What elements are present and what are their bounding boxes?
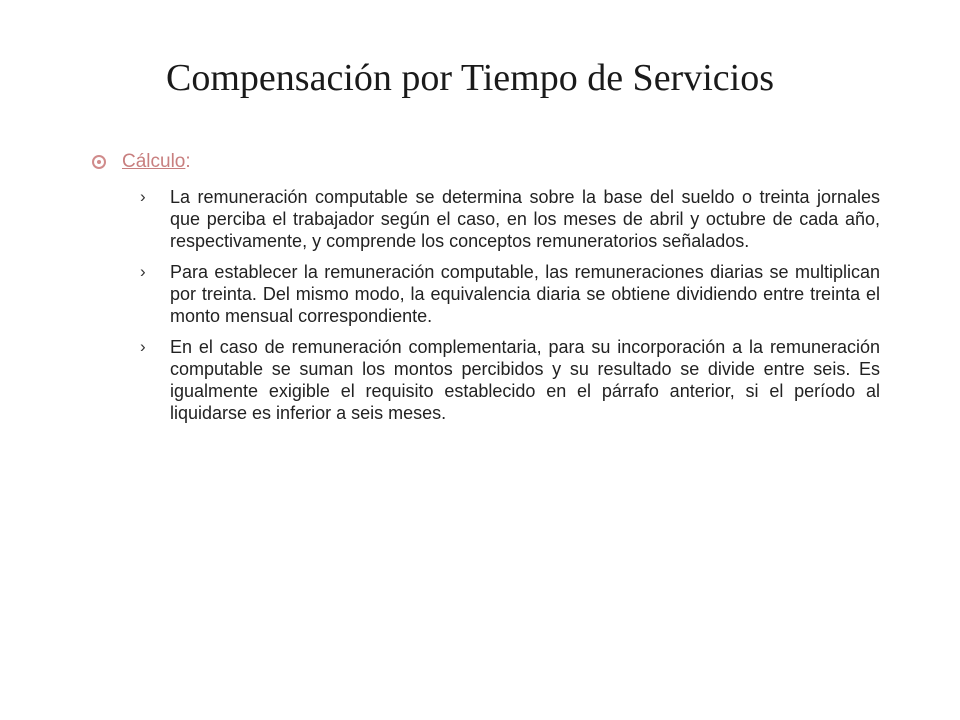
list-item <box>138 261 880 327</box>
chevron-right-icon: › <box>140 262 146 281</box>
radio-bullet-icon <box>92 155 106 169</box>
bullet-list <box>138 186 880 433</box>
heading-suffix: : <box>185 151 191 172</box>
bullet-text: En el caso de remuneración complementaria, para su incorporación a la remuneración computable se suman los montos percibidos y su resultado se divide entre seis. Es igualmente exigible el requisito establecido en el párrafo anterior, si el período al liquidarse es inferior a seis meses. <box>170 337 880 423</box>
heading-label[interactable]: Cálculo <box>122 151 186 172</box>
heading-bullet <box>92 150 892 174</box>
bullet-text: La remuneración computable se determina sobre la base del sueldo o treinta jornales que perciba el trabajador según el caso, en los meses de abril y octubre de cada año, respectivamente, y comprende los conceptos remuneratorios señalados. <box>170 187 880 251</box>
bullet-text: Para establecer la remuneración computable, las remuneraciones diarias se multiplican por treinta. Del mismo modo, la equivalencia diaria se obtiene dividiendo entre treinta el monto mensual correspondiente. <box>170 262 880 326</box>
list-item <box>138 336 880 424</box>
chevron-right-icon: › <box>140 337 146 356</box>
list-item <box>138 186 880 252</box>
slide-title: Compensación por Tiempo de Servicios <box>166 57 774 99</box>
chevron-right-icon: › <box>140 187 146 206</box>
